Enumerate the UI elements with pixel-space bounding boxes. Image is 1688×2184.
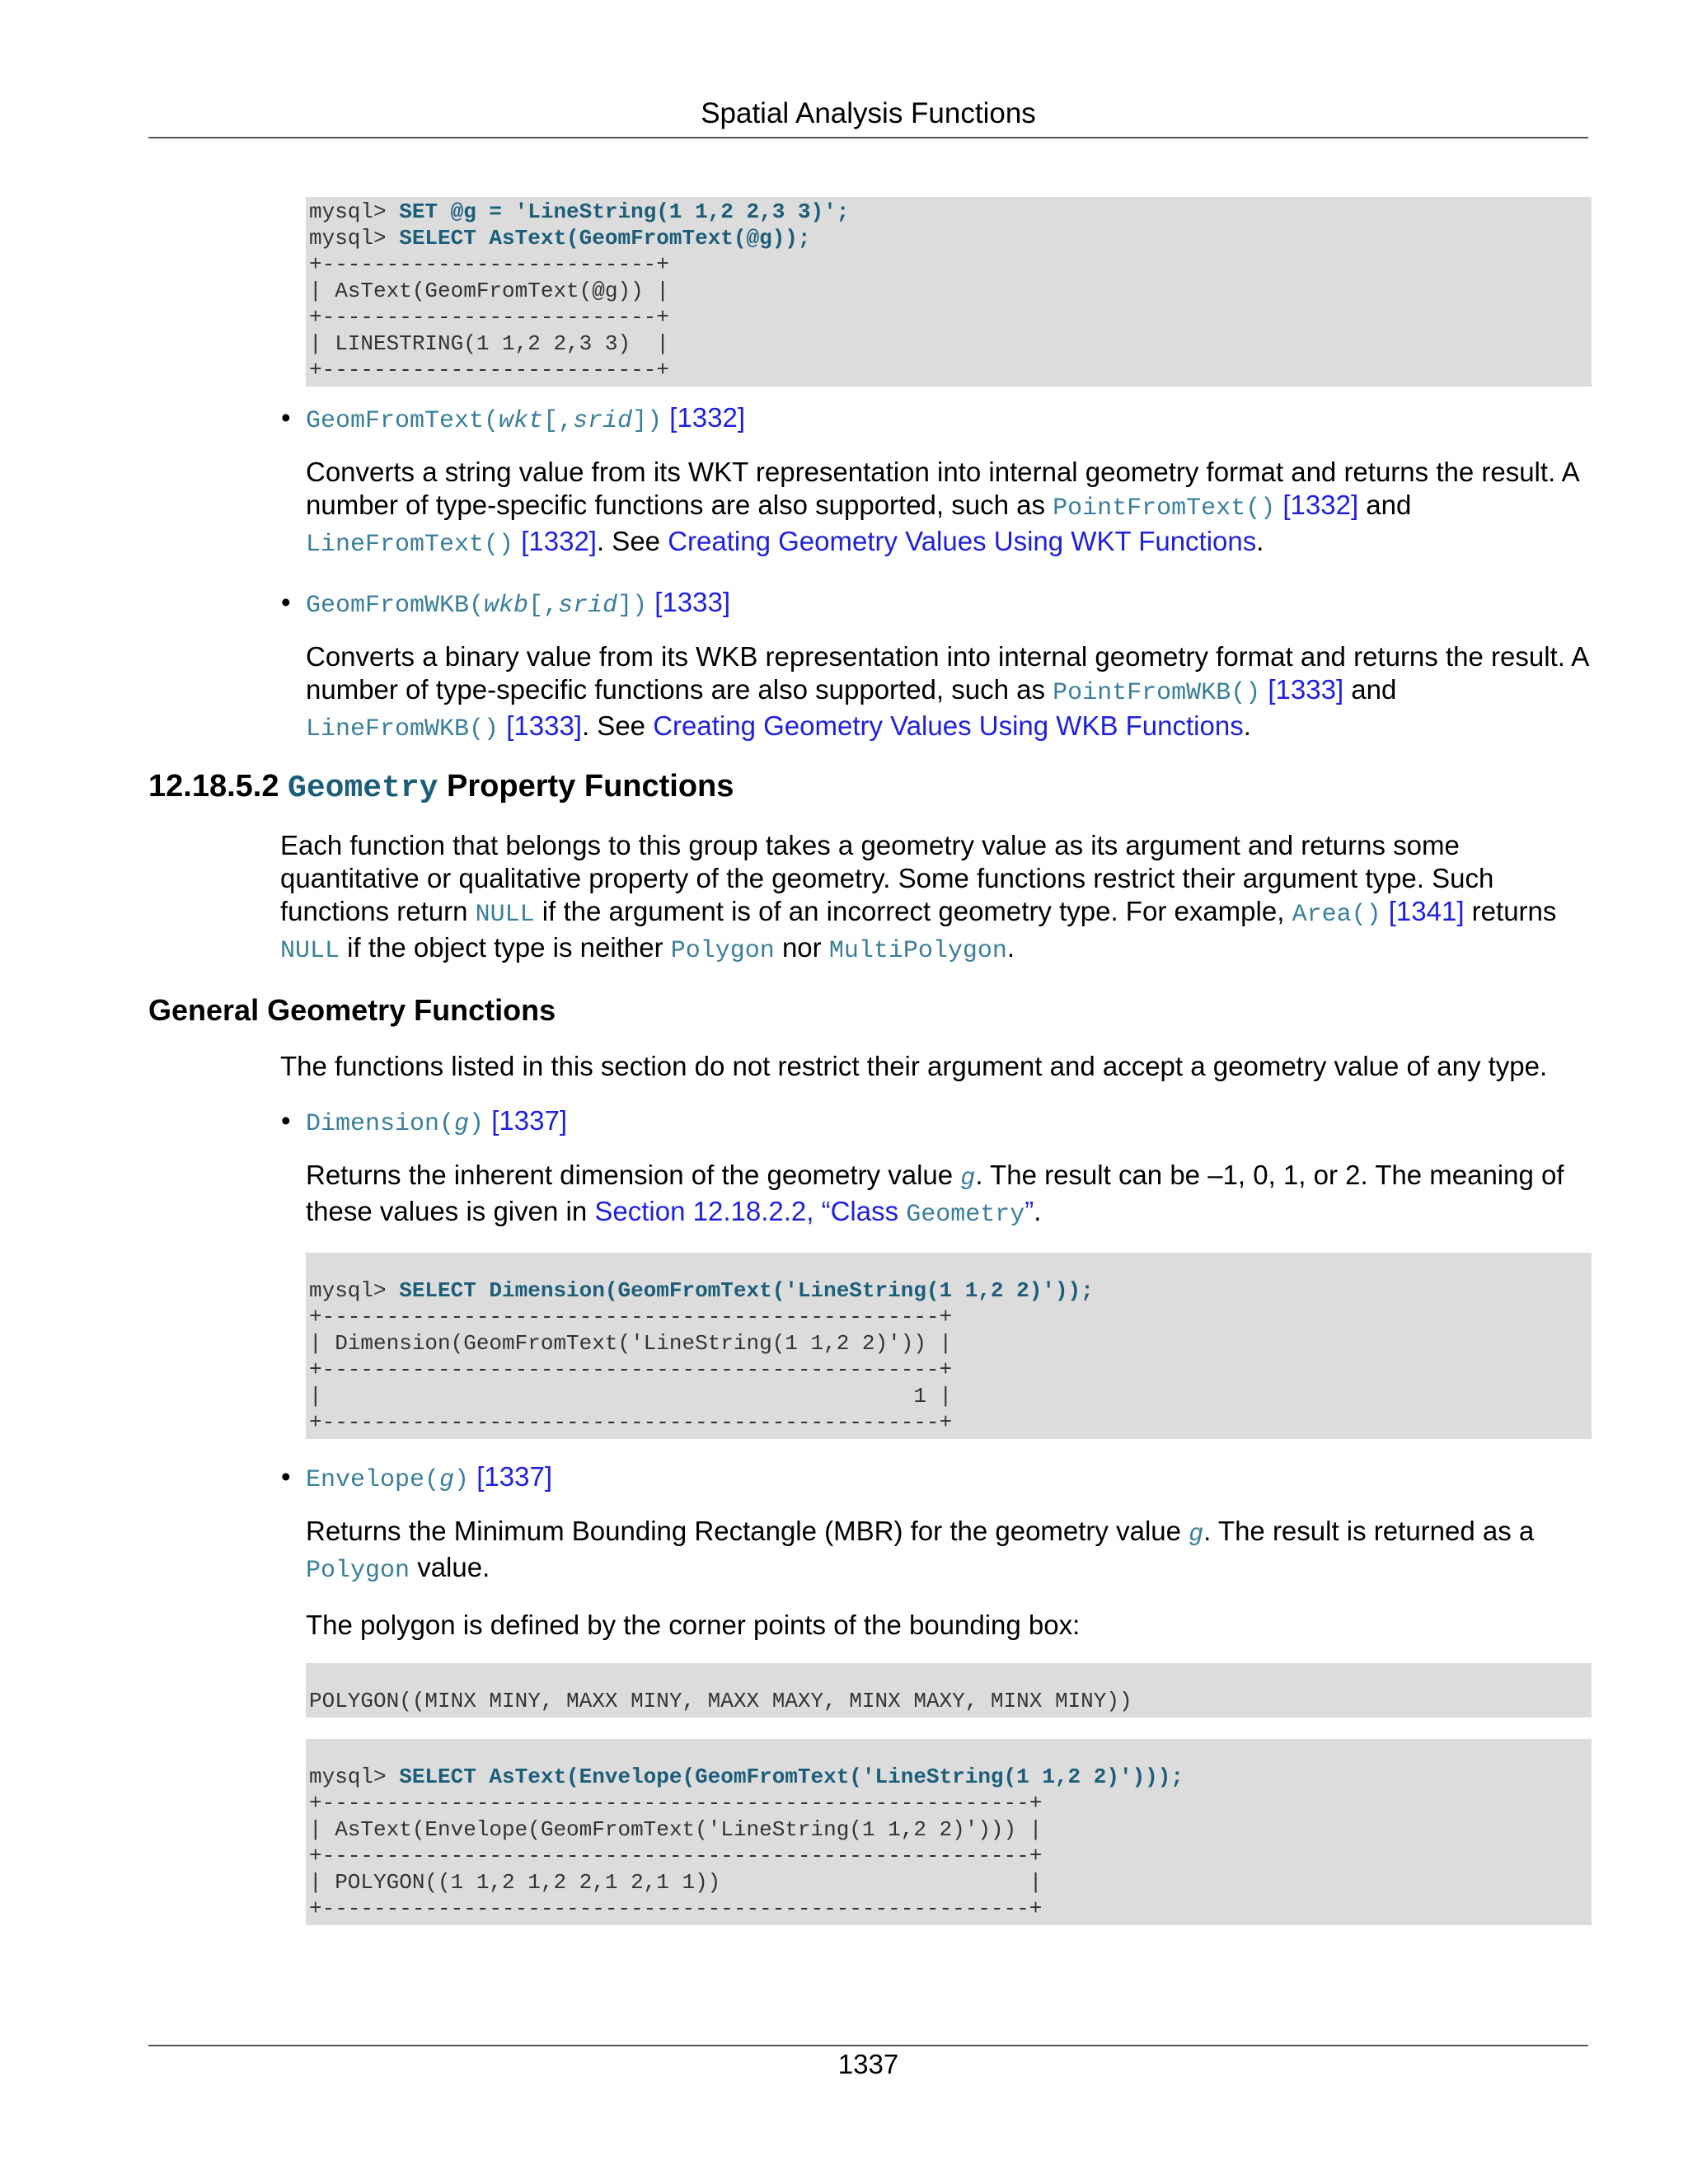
code-line xyxy=(309,199,1592,225)
function-signature[interactable]: GeomFromWKB(wkb[,srid]) xyxy=(306,592,648,620)
code-line: +------------------------------------------------+ xyxy=(309,1357,953,1382)
general-intro: The functions listed in this section do not restrict their argument and accept a geometry value of any type. xyxy=(280,1051,1548,1081)
type-link[interactable]: Polygon xyxy=(670,937,775,965)
code-line: | AsText(Envelope(GeomFromText('LineString(1 1,2 2)'))) | xyxy=(309,1817,1043,1842)
list-item-dimension xyxy=(281,1104,1588,1141)
code-line: +--------------------------+ xyxy=(309,305,669,330)
description: The polygon is defined by the corner points of the bounding box: xyxy=(306,1610,1081,1640)
code-command: SELECT AsText(Envelope(GeomFromText('LineString(1 1,2 2)'))); xyxy=(399,1765,1184,1789)
list-item-geomfromwkb xyxy=(281,586,1588,622)
code-line: +--------------------------+ xyxy=(309,358,669,382)
page-ref-link[interactable]: [1341] xyxy=(1388,896,1465,926)
description: Converts a binary value from its WKB representation into internal geometry format and returns the result. A number of type-specific functions are also supported, such as PointFromWKB() [1333] and LineFromWKB() [1333]. See Creating Geometry Values Using WKB Functions. xyxy=(306,641,1588,743)
description: Returns the Minimum Bounding Rectangle (MBR) for the geometry value g. The result is returned as a Polygon value. xyxy=(306,1516,1535,1585)
function-signature[interactable]: GeomFromText(wkt[,srid]) xyxy=(306,407,663,435)
code-line: | AsText(GeomFromText(@g)) | xyxy=(309,279,669,303)
page-ref-link[interactable]: [1332] xyxy=(1282,490,1359,520)
section-heading: 12.18.5.2 Geometry Property Functions xyxy=(148,769,734,806)
subsection-heading: General Geometry Functions xyxy=(148,993,556,1027)
list-item-envelope xyxy=(281,1460,1588,1497)
page-number: 1337 xyxy=(837,2049,899,2079)
code-prompt: mysql> xyxy=(309,226,400,251)
bullet-icon: • xyxy=(281,1461,291,1492)
cross-ref-link[interactable]: Creating Geometry Values Using WKB Functions xyxy=(653,710,1244,741)
bullet-icon: • xyxy=(281,1105,291,1136)
cross-ref-link[interactable]: Creating Geometry Values Using WKT Functions xyxy=(668,526,1257,556)
code-line: +--------------------------+ xyxy=(309,252,669,277)
function-link[interactable]: PointFromWKB() xyxy=(1053,679,1261,707)
code-command: SELECT Dimension(GeomFromText('LineString(1 1,2 2)')); xyxy=(399,1278,1094,1303)
code-line xyxy=(309,1764,1592,1790)
code-command: SET @g = 'LineString(1 1,2 2,3 3)'; xyxy=(399,199,850,224)
page-ref-link[interactable]: [1332] xyxy=(669,402,746,433)
type-link[interactable]: MultiPolygon xyxy=(828,937,1007,965)
function-signature[interactable]: Envelope(g) xyxy=(306,1466,470,1494)
description: Returns the inherent dimension of the geometry value g. The result can be –1, 0, 1, or 2. The meaning of these values is given in Section 12.18.2.2, “Class Geometry”. xyxy=(306,1160,1564,1229)
running-header: Spatial Analysis Functions xyxy=(701,97,1036,129)
list-item-geomfromtext xyxy=(281,401,1588,438)
page-ref-link[interactable]: [1333] xyxy=(654,587,731,617)
code-prompt: mysql> xyxy=(309,1278,400,1303)
function-link[interactable]: LineFromText() xyxy=(306,531,514,559)
bullet-icon: • xyxy=(281,587,291,617)
type-link[interactable]: Polygon xyxy=(306,1557,410,1585)
code-block-linestring xyxy=(306,197,1592,387)
page-ref-link[interactable]: [1337] xyxy=(476,1461,552,1492)
page-content xyxy=(148,197,1588,1925)
code-line: | POLYGON((1 1,2 1,2 2,1 2,1 1)) | xyxy=(309,1870,1043,1895)
header-rule xyxy=(148,137,1588,138)
code-line: +-------------------------------------------------------+ xyxy=(309,1791,1043,1816)
page-ref-link[interactable]: [1333] xyxy=(1268,674,1344,705)
page-ref-link[interactable]: [1332] xyxy=(521,526,597,556)
page-ref-link[interactable]: [1337] xyxy=(491,1105,567,1136)
code-prompt: mysql> xyxy=(309,1765,400,1789)
code-block-polygon-template xyxy=(306,1663,1592,1718)
code-line: +-------------------------------------------------------+ xyxy=(309,1844,1043,1868)
code-block-dimension xyxy=(306,1253,1592,1439)
code-prompt: mysql> xyxy=(309,199,400,224)
code-line: +------------------------------------------------+ xyxy=(309,1305,953,1329)
function-link[interactable]: PointFromText() xyxy=(1053,494,1276,523)
code-line: +------------------------------------------------+ xyxy=(309,1410,953,1435)
code-line xyxy=(309,225,1592,251)
code-line: | Dimension(GeomFromText('LineString(1 1,2 2)')) | xyxy=(309,1331,953,1356)
function-signature[interactable]: Dimension(g) xyxy=(306,1110,485,1138)
code-line xyxy=(309,1277,1592,1304)
bullet-icon: • xyxy=(281,402,291,433)
page-ref-link[interactable]: [1333] xyxy=(506,710,582,741)
section-intro: Each function that belongs to this group takes a geometry value as its argument and returns some quantitative or qualitative property of the geometry. Some functions restrict their argument type. Such functions return NULL if the argument is of an incorrect geometry type. For example, Area() [1341] returns NULL if the object type is neither Polygon nor MultiPolygon. xyxy=(280,830,1557,965)
function-link[interactable]: LineFromWKB() xyxy=(306,715,499,743)
code-line: | LINESTRING(1 1,2 2,3 3) | xyxy=(309,331,669,356)
code-line: | 1 | xyxy=(309,1384,953,1408)
function-link[interactable]: Area() xyxy=(1292,901,1381,929)
code-block-envelope xyxy=(306,1739,1592,1925)
description: Converts a string value from its WKT representation into internal geometry format and returns the result. A number of type-specific functions are also supported, such as PointFromText() [1332] and LineFromText() [1332]. See Creating Geometry Values Using WKT Functions. xyxy=(306,457,1578,559)
code-line: POLYGON((MINX MINY, MAXX MINY, MAXX MAXY, MINX MAXY, MINX MINY)) xyxy=(309,1689,1132,1713)
code-line: +-------------------------------------------------------+ xyxy=(309,1896,1043,1921)
code-command: SELECT AsText(GeomFromText(@g)); xyxy=(399,226,811,251)
cross-ref-link[interactable]: Section 12.18.2.2, “Class Geometry” xyxy=(594,1196,1034,1229)
